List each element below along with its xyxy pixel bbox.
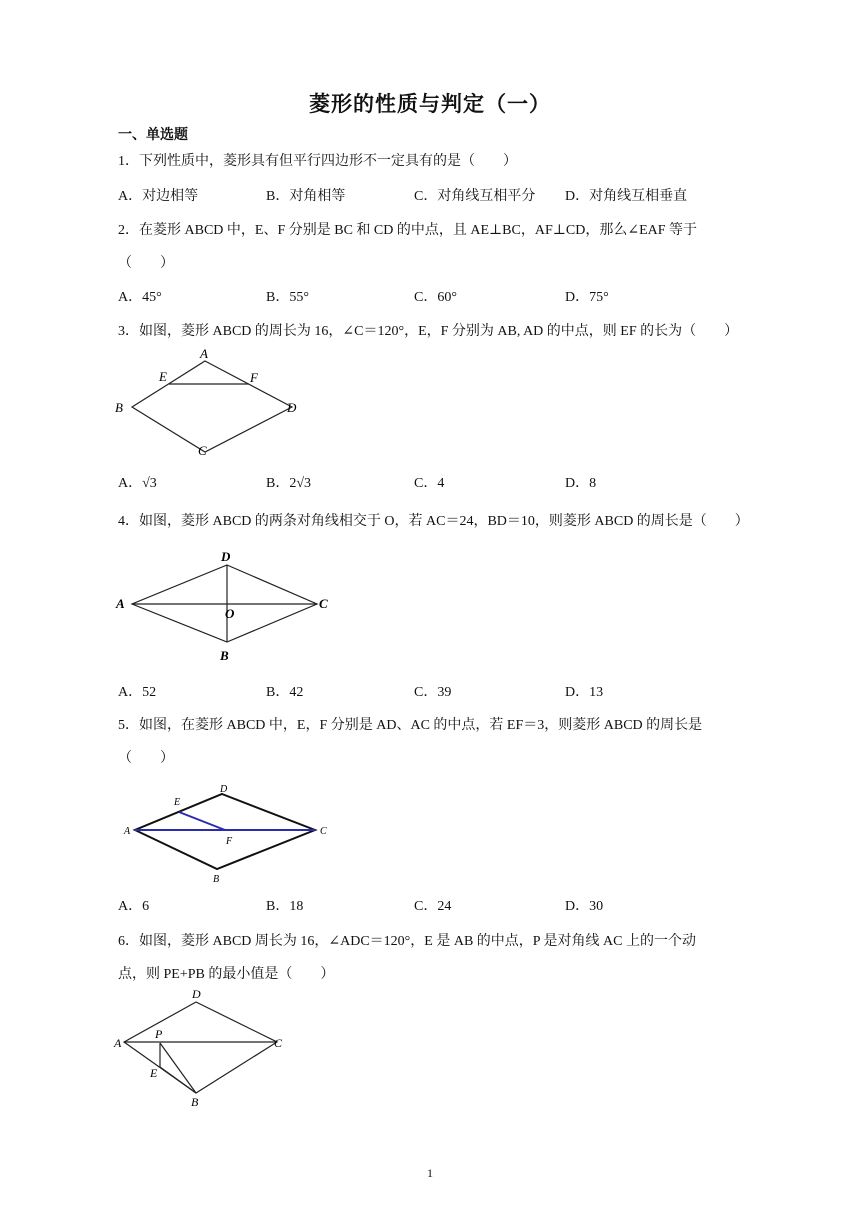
q5-label-e: E [174, 797, 181, 808]
q3-option-a: A．√3 [118, 476, 157, 491]
question-6-text-cont: 点，则 PE+PB 的最小值是（ ） [118, 967, 335, 982]
q3-option-c: C．4 [414, 476, 445, 491]
q3-option-b: B．2√3 [266, 476, 312, 491]
q4-label-b: B [220, 648, 229, 663]
q3-label-b: B [115, 400, 123, 415]
q6-label-p: P [155, 1027, 163, 1041]
q4-figure [112, 545, 337, 665]
question-3-text: 3．如图，菱形 ABCD 的周长为 16，∠C＝120°，E，F 分别为 AB, AD 的中点，则 EF 的长为（ ） [118, 324, 739, 339]
q6-figure [112, 985, 292, 1110]
question-1-text: 1．下列性质中，菱形具有但平行四边形不一定具有的是（ ） [118, 154, 517, 169]
q6-label-e: E [150, 1066, 158, 1080]
q2-option-b: B．55° [266, 290, 309, 305]
question-5-text-cont: （ ） [118, 751, 174, 766]
q5-option-d: D．30 [565, 899, 604, 914]
q3-label-e: E [159, 369, 167, 384]
q4-option-c: C．39 [414, 685, 452, 700]
q5-label-c: C [320, 826, 327, 837]
question-6-text: 6．如图，菱形 ABCD 周长为 16，∠ADC＝120°，E 是 AB 的中点，P 是对角线 AC 上的一个动 [118, 934, 696, 949]
q3-label-a: A [200, 346, 208, 361]
q4-label-a: A [116, 596, 125, 611]
q5-figure [112, 780, 337, 885]
q3-label-f: F [250, 370, 258, 385]
question-2-text-cont: （ ） [118, 256, 174, 271]
question-4-text: 4．如图，菱形 ABCD 的两条对角线相交于 O，若 AC＝24，BD＝10，则菱形 ABCD 的周长是（ ） [118, 514, 749, 529]
q4-option-a: A．52 [118, 685, 157, 700]
section-heading: 一、单选题 [118, 128, 188, 143]
q5-label-a: A [124, 826, 131, 837]
q5-label-b: B [213, 874, 220, 885]
q2-option-a: A．45° [118, 290, 162, 305]
q5-label-f: F [226, 836, 233, 847]
q4-option-d: D．13 [565, 685, 604, 700]
question-5-text: 5．如图，在菱形 ABCD 中，E，F 分别是 AD、AC 的中点，若 EF＝3，则菱形 ABCD 的周长是 [118, 718, 703, 733]
q5-option-c: C．24 [414, 899, 452, 914]
q1-option-a: A．对边相等 [118, 189, 199, 204]
question-2-text: 2．在菱形 ABCD 中，E、F 分别是 BC 和 CD 的中点，且 AE⊥BC，AF⊥CD，那么∠EAF 等于 [118, 223, 698, 238]
q6-label-c: C [274, 1036, 283, 1050]
q6-label-b: B [191, 1095, 199, 1109]
q1-option-b: B．对角相等 [266, 189, 346, 204]
q4-label-d: D [221, 549, 231, 564]
q2-option-d: D．75° [565, 290, 609, 305]
q1-option-d: D．对角线互相垂直 [565, 189, 688, 204]
q4-option-b: B．42 [266, 685, 304, 700]
q6-label-a: A [114, 1036, 122, 1050]
q5-option-b: B．18 [266, 899, 304, 914]
q3-label-d: D [287, 400, 297, 415]
q2-option-c: C．60° [414, 290, 457, 305]
page-title: 菱形的性质与判定（一） [309, 92, 551, 116]
page-number: 1 [427, 1166, 433, 1180]
q4-label-o: O [225, 606, 235, 621]
q1-option-c: C．对角线互相平分 [414, 189, 536, 204]
q5-label-d: D [220, 784, 228, 795]
q3-label-c: C [198, 443, 207, 458]
q3-option-d: D．8 [565, 476, 597, 491]
q6-label-d: D [192, 987, 201, 1001]
q4-label-c: C [319, 596, 328, 611]
q3-figure [112, 345, 312, 460]
q5-option-a: A．6 [118, 899, 150, 914]
